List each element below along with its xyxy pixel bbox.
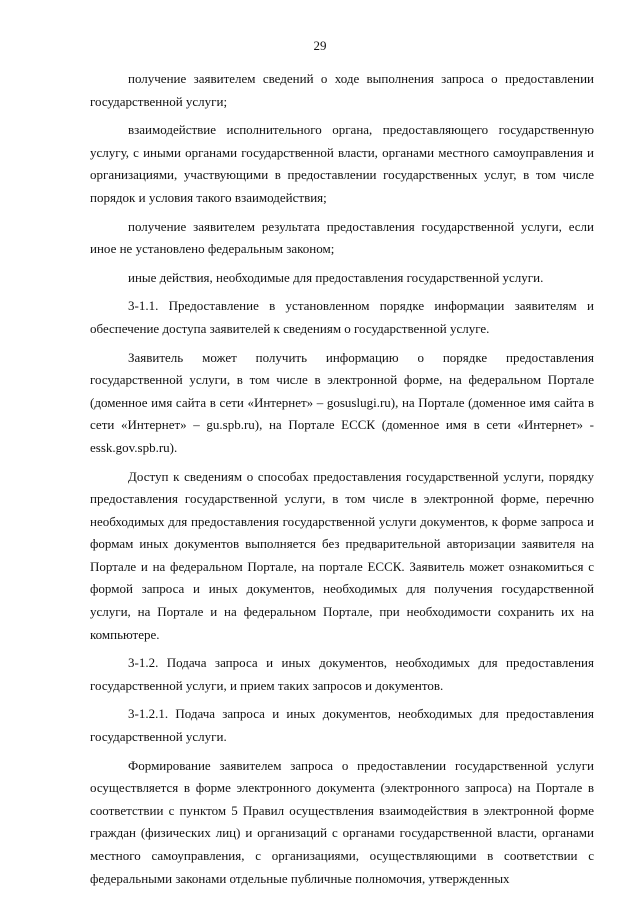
paragraph-interaction: взаимодействие исполнительного органа, предоставляющего государственную услугу, с иными органами государственной власти, органами местного самоуправления и организациями, участвующими в предоставлении государственных услуг, в том числе порядок и условия такого взаимодействия; (90, 122, 594, 205)
paragraph-status-info: получение заявителем сведений о ходе выполнения запроса о предоставлении государственной услуги; (90, 71, 594, 109)
paragraph-result: получение заявителем результата предоставления государственной услуги, если иное не установлено федеральным законом; (90, 218, 594, 257)
paragraph-3-1-1: 3-1.1. Предоставление в установленном порядке информации заявителям и обеспечение доступа заявителей к сведениям о государственной услуге. (90, 298, 594, 336)
paragraph-request-forming: Формирование заявителем запроса о предоставлении государственной услуги осуществляется в форме электронного документа (электронного запроса) на Портале в соответствии с пунктом 5 Правил осуществления взаимодействия в электронной форме граждан (физических лиц) и организаций с органами государственной власти, органами местного самоуправления, с организациями, осуществляющими в соответствии с федеральными законами отдельные публичные полномочия, утвержденных (90, 757, 594, 886)
page-number: 29 (313, 38, 327, 53)
document-body (90, 68, 594, 896)
paragraph-3-1-2-1: 3-1.2.1. Подача запроса и иных документов, необходимых для предоставления государственной услуги. (90, 706, 594, 745)
paragraph-portal-info: Заявитель может получить информацию о порядке предоставления государственной услуги, в том числе в электронной форме, на федеральном Портале (доменное имя сайта в сети «Интернет» – gosuslugi.ru), на Портале (доменное имя сайта в сети «Интернет» – gu.spb.ru), на Портале ЕССК (доменное имя в сети «Интернет» - essk.gov.spb.ru). (90, 349, 594, 455)
paragraph-access: Доступ к сведениям о способах предоставления государственной услуги, порядку предоставления государственной услуги, в том числе в электронной форме, перечню необходимых для предоставления государственной услуги документов, к форме запроса и формам иных документов выполняется без предварительной авторизации заявителя на Портале и на федеральном Портале, на портале ЕССК. Заявитель может ознакомиться с формой запроса и иных документов, необходимых для получения государственной услуги, на Портале и на федеральном Портале, при необходимости сохранить их на компьютере. (90, 468, 594, 642)
paragraph-3-1-2: 3-1.2. Подача запроса и иных документов, необходимых для предоставления государственной услуги, и прием таких запросов и документов. (90, 655, 594, 693)
paragraph-other-actions: иные действия, необходимые для предоставления государственной услуги. (128, 269, 544, 285)
